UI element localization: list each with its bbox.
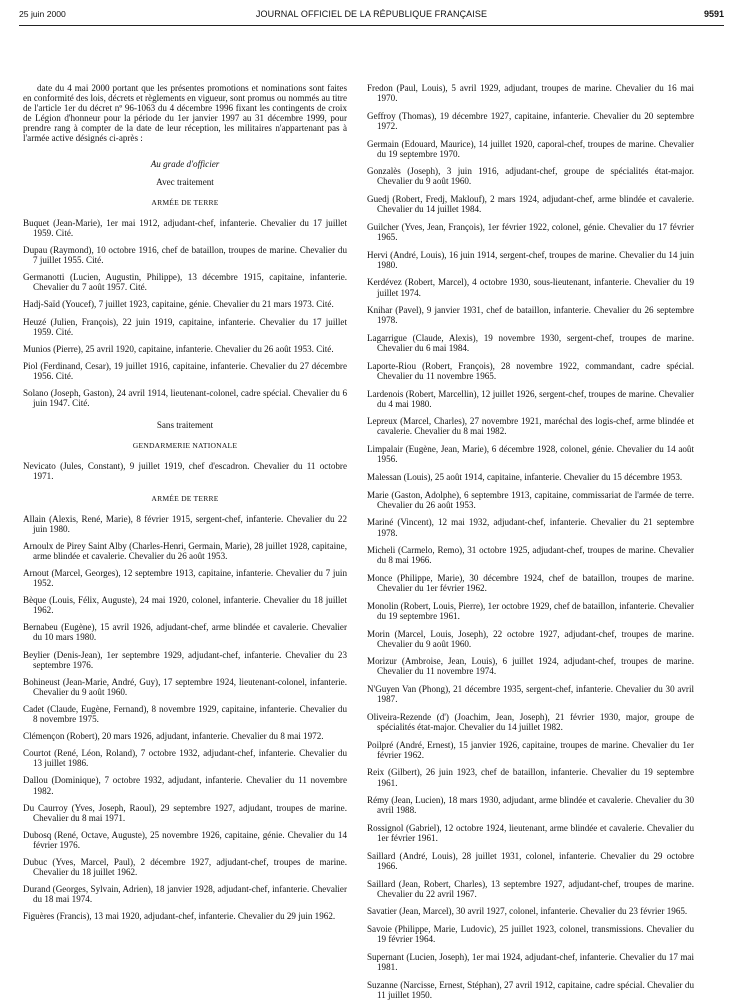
list-item: Gonzalès (Joseph), 3 juin 1916, adjudant-chef, groupe de spécialités état-major. Chevalier du 9 août 1960. [367, 166, 694, 187]
list-item: Figuères (Francis), 13 mai 1920, adjudant-chef, infanterie. Chevalier du 29 juin 1962. [23, 911, 336, 922]
list-item: Savoie (Philippe, Marie, Ludovic), 25 juillet 1923, colonel, transmissions. Chevalier du 19 février 1964. [367, 924, 694, 945]
list-item: Dubuc (Yves, Marcel, Paul), 2 décembre 1927, adjudant-chef, troupes de marine. Chevalier du 18 juillet 1962. [23, 856, 347, 878]
armee-de-terre-heading-2: ARMÉE DE TERRE [151, 493, 219, 503]
avec-traitement-heading: Avec traitement [156, 176, 214, 187]
list-item: Monolin (Robert, Louis, Pierre), 1er octobre 1929, chef de bataillon, infanterie. Chevalier du 19 septembre 1961. [367, 600, 694, 621]
list-item: Oliveira-Rezende (d') (Joachim, Jean, Joseph), 21 février 1930, major, groupe de spécialités état-major. Chevalier du 14 juillet 1982. [367, 711, 694, 732]
list-item: Lardenois (Robert, Marcellin), 12 juillet 1926, sergent-chef, troupes de marine. Chevalier du 4 mai 1980. [367, 388, 694, 409]
list-item: Heuzé (Julien, François), 22 juin 1919, capitaine, infanterie. Chevalier du 17 juillet 1959. Cité. [23, 316, 347, 337]
list-item: Solano (Joseph, Gaston), 24 avril 1914, lieutenant-colonel, cadre spécial. Chevalier du 6 juin 1947. Cité. [23, 387, 347, 409]
list-item: Limpalair (Eugène, Jean, Marie), 6 décembre 1928, colonel, génie. Chevalier du 14 août 1956. [367, 444, 694, 465]
list-item: Monce (Philippe, Marie), 30 décembre 1924, chef de bataillon, troupes de marine. Chevalier du 1er février 1962. [367, 572, 694, 594]
list-item: Fredon (Paul, Louis), 5 avril 1929, adjudant, troupes de marine. Chevalier du 16 mai 1970. [367, 83, 694, 104]
list-item: Munios (Pierre), 25 avril 1920, capitaine, infanterie. Chevalier du 26 août 1953. Cité. [23, 343, 334, 354]
page-number: 9591 [703, 9, 724, 19]
armee-de-terre-heading: ARMÉE DE TERRE [151, 197, 219, 207]
list-item: Supernant (Lucien, Joseph), 1er mai 1924, adjudant-chef, infanterie. Chevalier du 17 mai 1981. [367, 951, 694, 972]
list-item: Nevicato (Jules, Constant), 9 juillet 1919, chef d'escadron. Chevalier du 11 octobre 1971. [23, 461, 347, 482]
list-item: Bernabeu (Eugène), 15 avril 1926, adjudant-chef, arme blindée et cavalerie. Chevalier du 10 mars 1980. [23, 622, 347, 643]
list-item: Laporte-Riou (Robert, François), 28 novembre 1922, commandant, cadre spécial. Chevalier du 11 novembre 1965. [367, 360, 694, 381]
list-item: Courtot (René, Léon, Roland), 7 octobre 1932, adjudant-chef, infanterie. Chevalier du 13 juillet 1986. [23, 748, 347, 769]
list-item: Buquet (Jean-Marie), 1er mai 1912, adjudant-chef, infanterie. Chevalier du 17 juillet 1959. Cité. [23, 217, 347, 238]
page-header [19, 9, 724, 26]
list-item: Suzanne (Narcisse, Ernest, Stéphan), 27 avril 1912, capitaine, cadre spécial. Chevalier du 11 juillet 1950. [367, 979, 694, 1000]
list-item: Knihar (Pavel), 9 janvier 1931, chef de bataillon, infanterie. Chevalier du 26 septembre 1978. [367, 305, 694, 326]
list-item: Bohineust (Jean-Marie, André, Guy), 17 septembre 1924, lieutenant-colonel, infanterie. Chevalier du 9 août 1960. [23, 676, 347, 697]
list-item: Dupau (Raymond), 10 octobre 1916, chef de bataillon, troupes de marine. Chevalier du 7 juillet 1955. Cité. [23, 245, 347, 266]
list-item: Allain (Alexis, René, Marie), 8 février 1915, sergent-chef, infanterie. Chevalier du 22 juin 1980. [23, 513, 347, 534]
grade-heading: Au grade d'officier [150, 158, 220, 169]
list-item: Malessan (Louis), 25 août 1914, capitaine, infanterie. Chevalier du 15 décembre 1953. [367, 471, 683, 482]
list-item: Durand (Georges, Sylvain, Adrien), 18 janvier 1928, adjudant-chef, infanterie. Chevalier du 18 mai 1974. [23, 884, 347, 905]
list-item: Saillard (André, Louis), 28 juillet 1931, colonel, infanterie. Chevalier du 29 octobre 1966. [367, 850, 694, 871]
list-item: Geffroy (Thomas), 19 décembre 1927, capitaine, infanterie. Chevalier du 20 septembre 1972. [367, 110, 694, 131]
list-item: Morizur (Ambroise, Jean, Louis), 6 juillet 1924, adjudant-chef, troupes de marine. Chevalier du 11 novembre 1974. [367, 656, 694, 677]
list-item: Guilcher (Yves, Jean, François), 1er février 1922, colonel, génie. Chevalier du 17 février 1965. [367, 221, 694, 242]
list-item: Clémençon (Robert), 20 mars 1926, adjudant, infanterie. Chevalier du 8 mai 1972. [23, 731, 324, 742]
intro-paragraph: date du 4 mai 2000 portant que les présentes promotions et nominations sont faites en conformité des lois, décrets et règlements en vigueur, sont promus ou nommés au titre de l'article 1er du décret nº 96-1063 du 4 décembre 1996 fixant les contingents de croix de Légion d'honneur pour la période du 1er janvier 1997 au 31 décembre 1999, pour prendre rang à compter de la date de leur réception, les militaires n'appartenant pas à l'armée active désignés ci-après : [23, 83, 347, 144]
list-item: Arnoulx de Pirey Saint Alby (Charles-Henri, Germain, Marie), 28 juillet 1928, capitaine, arme blindée et cavalerie. Chevalier du 26 août 1953. [23, 540, 347, 561]
list-item: Piol (Ferdinand, Cesar), 19 juillet 1916, capitaine, infanterie. Chevalier du 27 décembre 1956. Cité. [23, 360, 347, 381]
list-item: Savatier (Jean, Marcel), 30 avril 1927, colonel, infanterie. Chevalier du 23 février 1965. [367, 906, 688, 917]
list-item: Bèque (Louis, Félix, Auguste), 24 mai 1920, colonel, infanterie. Chevalier du 18 juillet 1962. [23, 595, 347, 616]
list-item: Hadj-Saïd (Youcef), 7 juillet 1923, capitaine, génie. Chevalier du 21 mars 1973. Cité. [23, 299, 334, 310]
list-item: Arnout (Marcel, Georges), 12 septembre 1913, capitaine, infanterie. Chevalier du 7 juin 1952. [23, 568, 347, 589]
list-item: Cadet (Claude, Eugène, Fernand), 8 novembre 1929, capitaine, infanterie. Chevalier du 8 novembre 1975. [23, 703, 347, 725]
list-item: Lepreux (Marcel, Charles), 27 novembre 1921, maréchal des logis-chef, arme blindée et cavalerie. Chevalier du 8 mai 1982. [367, 416, 694, 437]
list-item: Germain (Edouard, Maurice), 14 juillet 1920, caporal-chef, troupes de marine. Chevalier du 19 septembre 1970. [367, 138, 694, 159]
list-item: Poilpré (André, Ernest), 15 janvier 1926, capitaine, troupes de marine. Chevalier du 1er février 1962. [367, 739, 694, 760]
list-item: Guedj (Robert, Fredj, Maklouf), 2 mars 1924, adjudant-chef, arme blindée et cavalerie. Chevalier du 14 juillet 1984. [367, 194, 694, 215]
list-item: Morin (Marcel, Louis, Joseph), 22 octobre 1927, adjudant-chef, troupes de marine. Chevalier du 9 août 1960. [367, 628, 694, 649]
gendarmerie-heading: GENDARMERIE NATIONALE [132, 441, 238, 451]
list-item: Dubosq (René, Octave, Auguste), 25 novembre 1926, capitaine, génie. Chevalier du 14 février 1976. [23, 829, 347, 850]
entries-list-avec-traitement [23, 218, 347, 408]
list-item: Marie (Gaston, Adolphe), 6 septembre 1913, capitaine, commissariat de l'armée de terre. Chevalier du 26 août 1953. [367, 489, 694, 510]
entries-list-gendarmerie [23, 461, 347, 481]
left-column [23, 83, 347, 928]
list-item: Micheli (Carmelo, Remo), 31 octobre 1925, adjudant-chef, troupes de marine. Chevalier du 8 mai 1966. [367, 545, 694, 566]
list-item: Hervi (André, Louis), 16 juin 1914, sergent-chef, troupes de marine. Chevalier du 14 juin 1980. [367, 249, 694, 270]
entries-list-sans-traitement [23, 514, 347, 922]
list-item: Rémy (Jean, Lucien), 18 mars 1930, adjudant, arme blindée et cavalerie. Chevalier du 30 avril 1988. [367, 795, 694, 816]
list-item: N'Guyen Van (Phong), 21 décembre 1935, sergent-chef, infanterie. Chevalier du 30 avril 1987. [367, 684, 694, 705]
list-item: Lagarrigue (Claude, Alexis), 19 novembre 1930, sergent-chef, troupes de marine. Chevalier du 6 mai 1984. [367, 333, 694, 354]
journal-title: JOURNAL OFFICIEL DE LA RÉPUBLIQUE FRANÇAISE [255, 9, 488, 19]
sans-traitement-heading: Sans traitement [156, 420, 214, 431]
list-item: Saillard (Jean, Robert, Charles), 13 septembre 1927, adjudant-chef, troupes de marine. Chevalier du 22 avril 1967. [367, 878, 694, 899]
list-item: Du Caurroy (Yves, Joseph, Raoul), 29 septembre 1927, adjudant, troupes de marine. Chevalier du 8 mai 1971. [23, 802, 347, 823]
list-item: Beylier (Denis-Jean), 1er septembre 1929, adjudant-chef, infanterie. Chevalier du 23 septembre 1976. [23, 649, 347, 670]
list-item: Mariné (Vincent), 12 mai 1932, adjudant-chef, infanterie. Chevalier du 21 septembre 1978. [367, 517, 694, 538]
list-item: Reix (Gilbert), 26 juin 1923, chef de bataillon, infanterie. Chevalier du 19 septembre 1961. [367, 767, 694, 788]
right-column [367, 83, 694, 1007]
list-item: Germanotti (Lucien, Augustin, Philippe), 13 décembre 1915, capitaine, infanterie. Chevalier du 7 août 1957. Cité. [23, 272, 347, 293]
list-item: Kerdévez (Robert, Marcel), 4 octobre 1930, sous-lieutenant, infanterie. Chevalier du 19 juillet 1974. [367, 277, 694, 298]
list-item: Rossignol (Gabriel), 12 octobre 1924, lieutenant, arme blindée et cavalerie. Chevalier du 1er février 1961. [367, 823, 694, 844]
issue-date: 25 juin 2000 [19, 9, 66, 19]
entries-list-right [367, 83, 694, 1000]
list-item: Dallou (Dominique), 7 octobre 1932, adjudant, infanterie. Chevalier du 11 novembre 1982. [23, 775, 347, 796]
